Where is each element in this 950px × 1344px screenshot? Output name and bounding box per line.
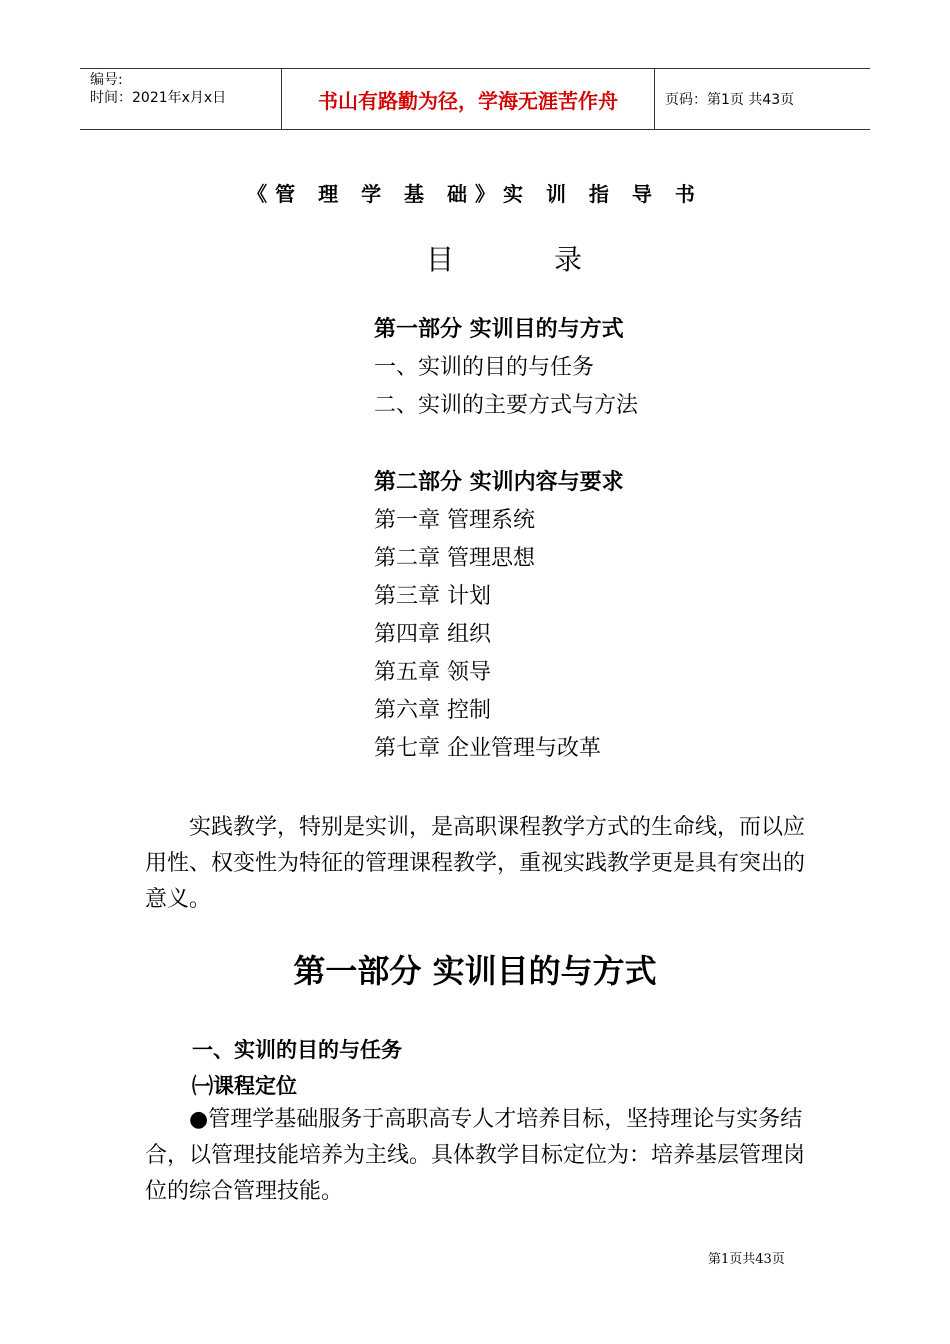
toc-part2 <box>374 464 624 768</box>
toc-item: 第四章 组织 <box>374 622 491 647</box>
document-title: 《管 理 学 基 础》实 训 指 导 书 <box>247 182 703 206</box>
header-table <box>80 68 870 130</box>
header-meta-cell <box>80 69 280 129</box>
toc-item: 第五章 领导 <box>374 660 491 685</box>
header-page-info: 页码：第1页 共43页 <box>665 92 795 108</box>
part1-heading: 第一部分 实训目的与方式 <box>293 952 657 990</box>
header-divider <box>654 69 655 129</box>
toc-part2-title: 第二部分 实训内容与要求 <box>374 470 624 495</box>
toc-item: 第二章 管理思想 <box>374 546 535 571</box>
subsection1-heading: ㈠课程定位 <box>192 1074 297 1098</box>
section1-heading: 一、实训的目的与任务 <box>192 1038 402 1062</box>
toc-item: 第三章 计划 <box>374 584 491 609</box>
toc-part1-title: 第一部分 实训目的与方式 <box>374 317 624 342</box>
toc-heading: 目录 <box>426 243 683 276</box>
bullet-paragraph: ●管理学基础服务于高职高专人才培养目标，坚持理论与实务结合，以管理技能培养为主线。具体教学目标定位为：培养基层管理岗位的综合管理技能。 <box>145 1107 806 1204</box>
intro-paragraph: 实践教学，特别是实训，是高职课程教学方式的生命线，而以应用性、权变性为特征的管理课程教学，重视实践教学更是具有突出的意义。 <box>145 815 806 912</box>
toc-item: 第七章 企业管理与改革 <box>374 736 601 761</box>
toc-item: 一、实训的目的与任务 <box>374 355 595 380</box>
toc-item: 第六章 控制 <box>374 698 491 723</box>
toc-item: 第一章 管理系统 <box>374 508 535 533</box>
time-label: 时间：2021年x月x日 <box>90 90 227 106</box>
number-label: 编号: <box>90 72 123 88</box>
toc-item: 二、实训的主要方式与方法 <box>374 393 639 418</box>
toc-part1 <box>374 311 638 425</box>
footer-page-info: 第1页共43页 <box>708 1252 785 1267</box>
header-motto: 书山有路勤为径，学海无涯苦作舟 <box>318 88 618 113</box>
